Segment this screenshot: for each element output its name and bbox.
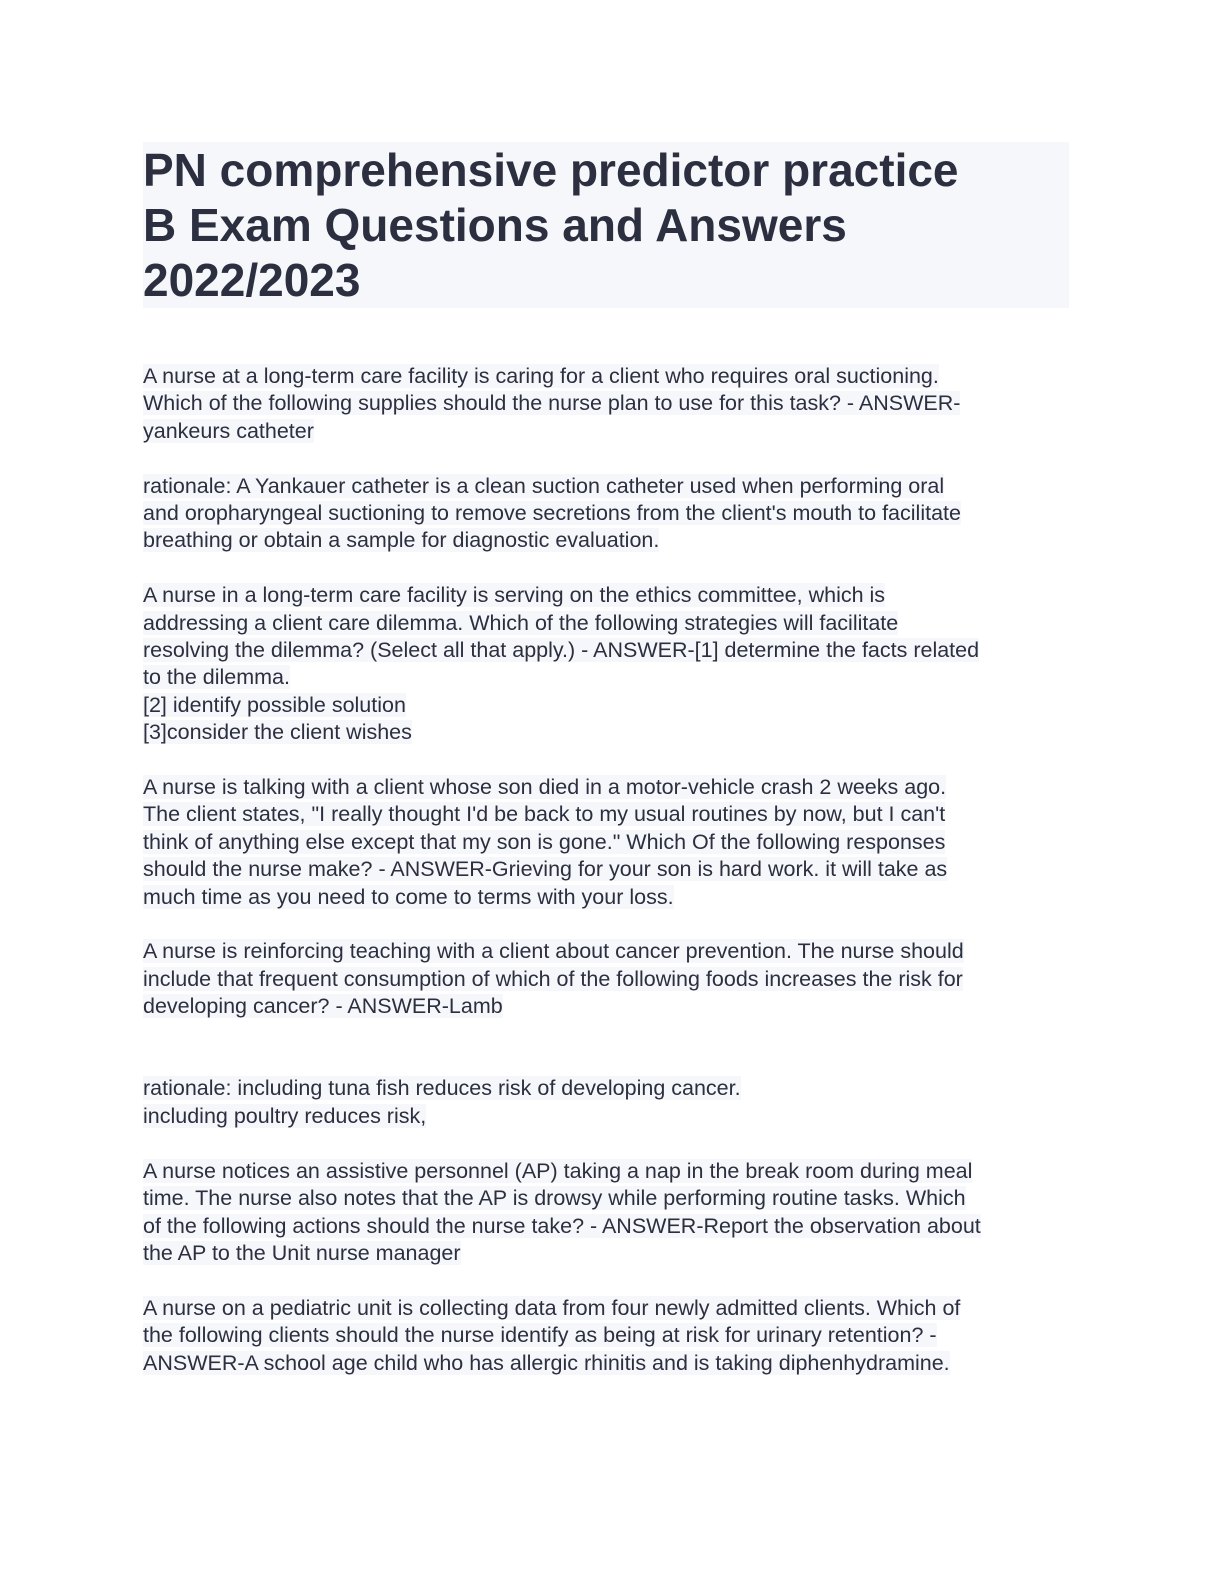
text-line: to the dilemma. (143, 665, 290, 690)
text-line: rationale: A Yankauer catheter is a clean suction catheter used when performing oral (143, 473, 945, 498)
text-line: A nurse on a pediatric unit is collecting data from four newly admitted clients. Which of (143, 1295, 961, 1320)
text-line: and oropharyngeal suctioning to remove secretions from the client's mouth to facilitate (143, 501, 961, 526)
title-line: 2022/2023 (143, 254, 361, 306)
title-line: B Exam Questions and Answers (143, 199, 847, 251)
text-line: the AP to the Unit nurse manager (143, 1240, 461, 1265)
text-line: resolving the dilemma? (Select all that apply.) - ANSWER-[1] determine the facts related (143, 638, 980, 663)
text-line: A nurse at a long-term care facility is caring for a client who requires oral suctioning. (143, 364, 939, 388)
text-line: ANSWER-A school age child who has allergic rhinitis and is taking diphenhydramine. (143, 1350, 950, 1375)
text-line: [3]consider the client wishes (143, 720, 412, 745)
question-cancer-prevention (143, 938, 1073, 1020)
text-line: yankeurs catheter (143, 418, 314, 443)
text-line: of the following actions should the nurse take? - ANSWER-Report the observation about (143, 1213, 981, 1238)
text-line: A nurse in a long-term care facility is serving on the ethics committee, which is (143, 583, 886, 608)
text-line: rationale: including tuna fish reduces risk of developing cancer. (143, 1076, 741, 1101)
question-suction-supplies (143, 363, 1073, 445)
rationale-yankauer (143, 473, 1073, 555)
text-line: [2] identify possible solution (143, 692, 406, 717)
question-urinary-retention (143, 1295, 1073, 1377)
text-line: A nurse is talking with a client whose son died in a motor-vehicle crash 2 weeks ago. (143, 775, 947, 800)
text-line: addressing a client care dilemma. Which of the following strategies will facilitate (143, 610, 899, 635)
text-line: Which of the following supplies should the nurse plan to use for this task? - ANSWER- (143, 391, 961, 416)
document-title (143, 142, 1069, 308)
document-page (143, 142, 1073, 1404)
question-ethics-committee (143, 582, 1073, 746)
text-line: time. The nurse also notes that the AP is drowsy while performing routine tasks. Which (143, 1186, 966, 1211)
text-line: think of anything else except that my son is gone." Which Of the following responses (143, 829, 946, 854)
text-line: A nurse notices an assistive personnel (AP) taking a nap in the break room during meal (143, 1158, 973, 1183)
text-line: the following clients should the nurse identify as being at risk for urinary retention? - (143, 1323, 937, 1348)
text-line: A nurse is reinforcing teaching with a client about cancer prevention. The nurse should (143, 939, 964, 964)
text-line: include that frequent consumption of which of the following foods increases the risk for (143, 966, 963, 991)
text-line: much time as you need to come to terms with your loss. (143, 884, 674, 909)
text-line: The client states, "I really thought I'd be back to my usual routines by now, but I can't (143, 802, 946, 827)
question-drowsy-ap (143, 1158, 1073, 1268)
title-line: PN comprehensive predictor practice (143, 144, 959, 196)
text-line: should the nurse make? - ANSWER-Grieving for your son is hard work. it will take as (143, 857, 948, 882)
text-line: developing cancer? - ANSWER-Lamb (143, 994, 503, 1019)
rationale-cancer-foods (143, 1075, 1073, 1130)
question-grieving-client (143, 774, 1073, 911)
document-body (143, 363, 1073, 1377)
text-line: including poultry reduces risk, (143, 1103, 427, 1128)
text-line: breathing or obtain a sample for diagnostic evaluation. (143, 528, 660, 553)
